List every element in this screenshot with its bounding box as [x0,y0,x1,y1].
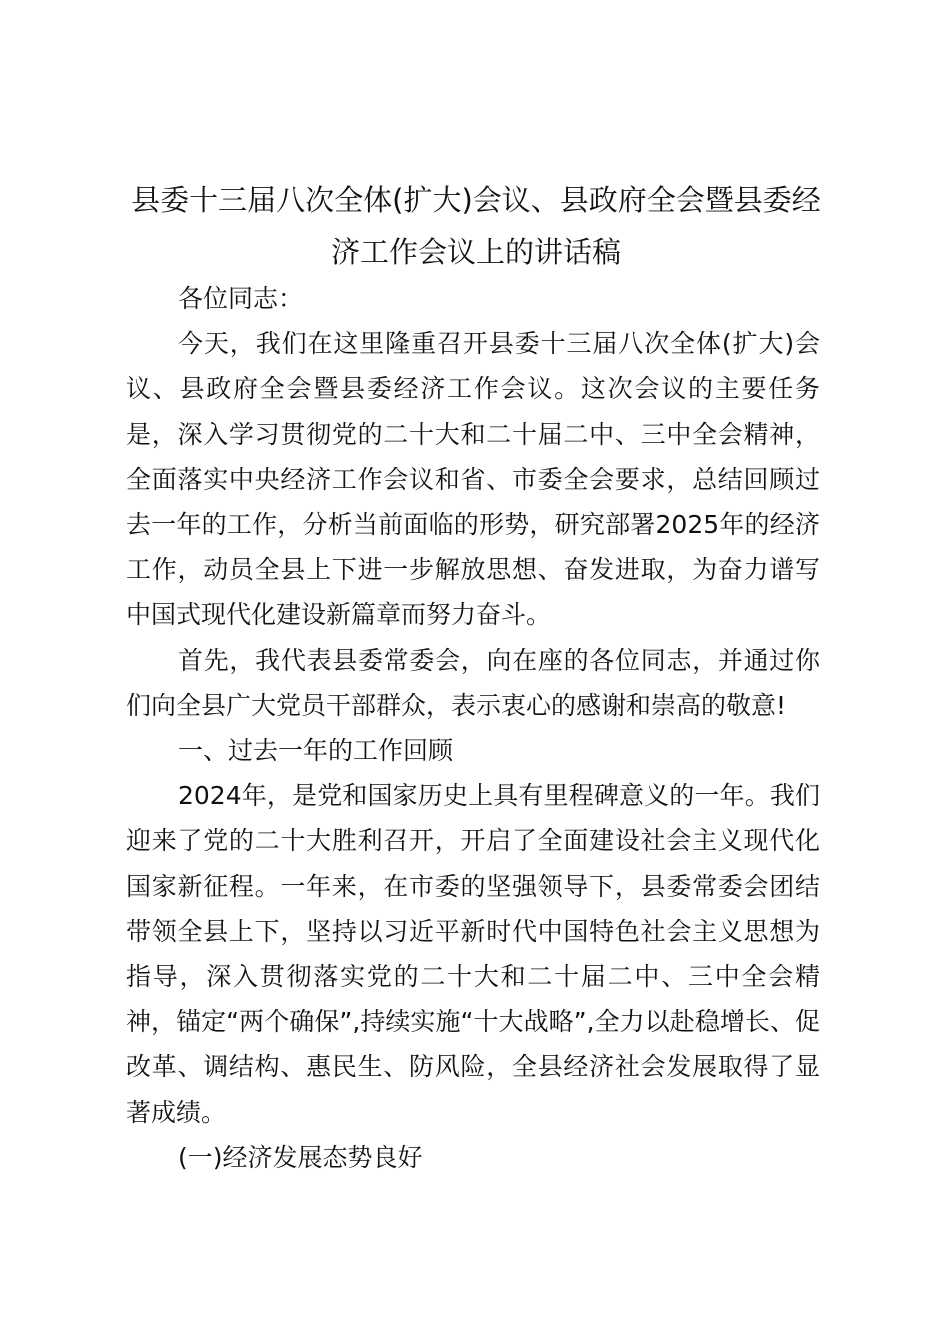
paragraph-review: 2024年，是党和国家历史上具有里程碑意义的一年。我们迎来了党的二十大胜利召开，开启了全面建设社会主义现代化国家新征程。一年来，在市委的坚强领导下，县委常委会团结带领全县上下，坚持以习近平新时代中国特色社会主义思想为指导，深入贯彻落实党的二十大和二十届二中、三中全会精神，锚定“两个确保”,持续实施“十大战略”,全力以赴稳增长、促改革、调结构、惠民生、防风险，全县经济社会发展取得了显著成绩。 [126,781,820,1127]
paragraph-opening: 今天，我们在这里隆重召开县委十三届八次全体(扩大)会议、县政府全会暨县委经济工作会议。这次会议的主要任务是，深入学习贯彻党的二十大和二十届二中、三中全会精神，全面落实中央经济工作会议和省、市委全会要求，总结回顾过去一年的工作，分析当前面临的形势，研究部署2025年的经济工作，动员全县上下进一步解放思想、奋发进取，为奋力谱写中国式现代化建设新篇章而努力奋斗。 [126,329,820,630]
section-heading-review: 一、过去一年的工作回顾 [178,736,454,766]
salutation: 各位同志： [178,284,304,313]
document-body [126,276,820,1180]
paragraph-thanks: 首先，我代表县委常委会，向在座的各位同志，并通过你们向全县广大党员干部群众，表示衷心的感谢和崇高的敬意! [126,645,820,720]
subsection-heading-economy: (一)经济发展态势良好 [178,1142,423,1172]
document-title: 县委十三届八次全体(扩大)会议、县政府全会暨县委经济工作会议上的讲话稿 [131,183,821,269]
